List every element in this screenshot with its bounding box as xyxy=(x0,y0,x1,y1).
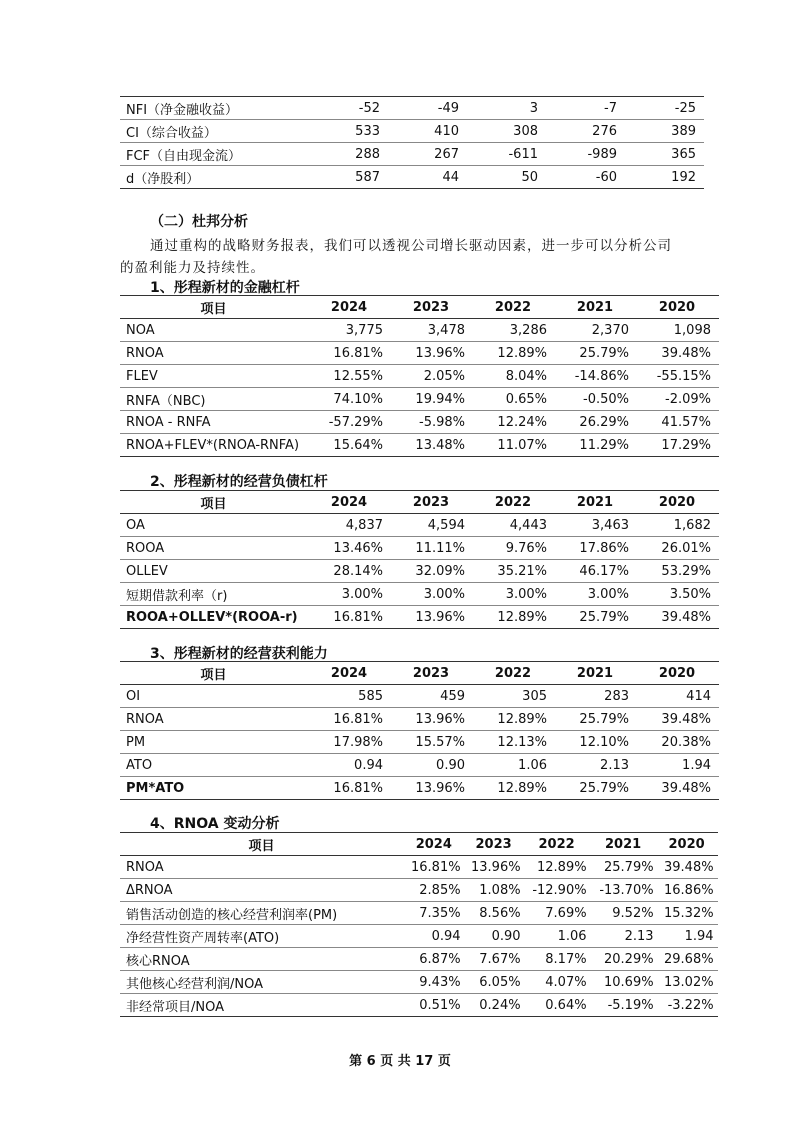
row-label: 净经营性资产周转率(ATO) xyxy=(120,925,405,948)
table-row xyxy=(120,97,704,120)
cell-value: 16.81% xyxy=(309,606,391,629)
row-label: ATO xyxy=(120,754,309,777)
operating-liability-leverage-table xyxy=(120,490,719,629)
table-row xyxy=(120,411,719,434)
table-row xyxy=(120,685,719,708)
header-year: 2022 xyxy=(473,491,555,514)
cell-value: 39.48% xyxy=(637,606,719,629)
cell-value: 4.07% xyxy=(525,971,591,994)
header-item: 项目 xyxy=(120,833,405,856)
row-label: PM*ATO xyxy=(120,777,309,800)
cell-value: 28.14% xyxy=(309,560,391,583)
header-year: 2020 xyxy=(637,491,719,514)
cell-value: 25.79% xyxy=(555,606,637,629)
paragraph-line: 通过重构的战略财务报表，我们可以透视公司增长驱动因素，进一步可以分析公司 xyxy=(150,238,672,254)
cell-value: 35.21% xyxy=(473,560,555,583)
cell-value: 13.96% xyxy=(465,856,525,879)
table-row xyxy=(120,560,719,583)
table-row xyxy=(120,120,704,143)
table-title: 1、彤程新材的金融杠杆 xyxy=(150,280,300,296)
cell-value: 3,775 xyxy=(309,319,391,342)
cell-value: 3.50% xyxy=(637,583,719,606)
table-row xyxy=(120,856,718,879)
table-row xyxy=(120,434,719,457)
table-row xyxy=(120,731,719,754)
cell-value: 16.81% xyxy=(309,777,391,800)
header-year: 2022 xyxy=(525,833,591,856)
cell-value: 0.90 xyxy=(465,925,525,948)
rnoa-change-table xyxy=(120,832,718,1017)
header-year: 2024 xyxy=(309,296,391,319)
cell-value: 1,682 xyxy=(637,514,719,537)
header-item: 项目 xyxy=(120,662,309,685)
header-year: 2023 xyxy=(391,491,473,514)
table-row xyxy=(120,342,719,365)
cell-value: 20.38% xyxy=(637,731,719,754)
cell-value: 9.76% xyxy=(473,537,555,560)
section-title: （二）杜邦分析 xyxy=(150,214,248,230)
cell-value: 533 xyxy=(309,120,388,143)
cell-value: 3 xyxy=(467,97,546,120)
cell-value: 1.06 xyxy=(525,925,591,948)
cell-value: 16.81% xyxy=(309,708,391,731)
cell-value: 0.51% xyxy=(405,994,465,1017)
row-label: 非经常项目/NOA xyxy=(120,994,405,1017)
row-label: RNOA xyxy=(120,708,309,731)
cell-value: 3.00% xyxy=(473,583,555,606)
table-header-row xyxy=(120,662,719,685)
cell-value: -14.86% xyxy=(555,365,637,388)
row-label: OA xyxy=(120,514,309,537)
cell-value: 12.89% xyxy=(473,708,555,731)
table-row xyxy=(120,143,704,166)
cell-value: -5.98% xyxy=(391,411,473,434)
cell-value: 13.96% xyxy=(391,606,473,629)
cell-value: 0.94 xyxy=(405,925,465,948)
table-title: 3、彤程新材的经营获利能力 xyxy=(150,646,328,662)
cell-value: 3.00% xyxy=(391,583,473,606)
header-year: 2023 xyxy=(391,296,473,319)
cell-value: 15.64% xyxy=(309,434,391,457)
cell-value: 39.48% xyxy=(637,777,719,800)
cell-value: 0.90 xyxy=(391,754,473,777)
row-label: NOA xyxy=(120,319,309,342)
cell-value: 12.24% xyxy=(473,411,555,434)
row-label: 核心RNOA xyxy=(120,948,405,971)
cell-value: 25.79% xyxy=(555,777,637,800)
cell-value: 46.17% xyxy=(555,560,637,583)
cell-value: -7 xyxy=(546,97,625,120)
cell-value: 1,098 xyxy=(637,319,719,342)
table-row xyxy=(120,925,718,948)
cell-value: 16.81% xyxy=(309,342,391,365)
cell-value: 44 xyxy=(388,166,467,189)
cell-value: 4,443 xyxy=(473,514,555,537)
cell-value: 17.29% xyxy=(637,434,719,457)
header-item: 项目 xyxy=(120,491,309,514)
cell-value: -12.90% xyxy=(525,879,591,902)
cell-value: 0.24% xyxy=(465,994,525,1017)
cell-value: 8.56% xyxy=(465,902,525,925)
row-label: ROOA+OLLEV*(ROOA-r) xyxy=(120,606,309,629)
cell-value: 11.07% xyxy=(473,434,555,457)
cell-value: 3.00% xyxy=(555,583,637,606)
cell-value: 267 xyxy=(388,143,467,166)
table-row xyxy=(120,971,718,994)
row-label: CI（综合收益） xyxy=(120,120,309,143)
cell-value: 26.29% xyxy=(555,411,637,434)
cell-value: 12.89% xyxy=(473,777,555,800)
header-year: 2023 xyxy=(465,833,525,856)
header-year: 2024 xyxy=(405,833,465,856)
table-row xyxy=(120,879,718,902)
cell-value: -2.09% xyxy=(637,388,719,411)
cell-value: -60 xyxy=(546,166,625,189)
cell-value: 39.48% xyxy=(658,856,718,879)
cell-value: 305 xyxy=(473,685,555,708)
cell-value: 389 xyxy=(625,120,704,143)
row-label: 短期借款利率（r) xyxy=(120,583,309,606)
cell-value: 12.89% xyxy=(525,856,591,879)
cell-value: 25.79% xyxy=(555,342,637,365)
table-header-row xyxy=(120,833,718,856)
cell-value: 414 xyxy=(637,685,719,708)
header-year: 2023 xyxy=(391,662,473,685)
table-header-row xyxy=(120,491,719,514)
header-year: 2021 xyxy=(555,296,637,319)
cell-value: 9.52% xyxy=(591,902,658,925)
cell-value: 29.68% xyxy=(658,948,718,971)
row-label: RNOA xyxy=(120,856,405,879)
cell-value: 276 xyxy=(546,120,625,143)
cell-value: 3.00% xyxy=(309,583,391,606)
row-label: RNOA - RNFA xyxy=(120,411,309,434)
table-row xyxy=(120,166,704,189)
row-label: RNOA+FLEV*(RNOA-RNFA) xyxy=(120,434,309,457)
cell-value: 2,370 xyxy=(555,319,637,342)
cell-value: 1.08% xyxy=(465,879,525,902)
page-footer: 第 6 页 共 17 页 xyxy=(349,1054,451,1069)
cell-value: 39.48% xyxy=(637,342,719,365)
cell-value: -0.50% xyxy=(555,388,637,411)
cell-value: 0.94 xyxy=(309,754,391,777)
row-label: RNFA（NBC) xyxy=(120,388,309,411)
cell-value: 12.55% xyxy=(309,365,391,388)
cell-value: 13.96% xyxy=(391,342,473,365)
cell-value: 13.48% xyxy=(391,434,473,457)
cell-value: 6.05% xyxy=(465,971,525,994)
cell-value: 585 xyxy=(309,685,391,708)
cashflow-summary-table xyxy=(120,96,704,189)
cell-value: -13.70% xyxy=(591,879,658,902)
cell-value: -611 xyxy=(467,143,546,166)
cell-value: 1.94 xyxy=(637,754,719,777)
row-label: 其他核心经营利润/NOA xyxy=(120,971,405,994)
cell-value: 0.65% xyxy=(473,388,555,411)
table-row xyxy=(120,948,718,971)
paragraph-line: 的盈利能力及持续性。 xyxy=(120,260,265,276)
table-row xyxy=(120,583,719,606)
row-label: d（净股利） xyxy=(120,166,309,189)
cell-value: 16.81% xyxy=(405,856,465,879)
table-header-row xyxy=(120,296,719,319)
cell-value: 9.43% xyxy=(405,971,465,994)
row-label: RNOA xyxy=(120,342,309,365)
cell-value: 19.94% xyxy=(391,388,473,411)
cell-value: 0.64% xyxy=(525,994,591,1017)
cell-value: 7.69% xyxy=(525,902,591,925)
cell-value: 26.01% xyxy=(637,537,719,560)
table-row xyxy=(120,319,719,342)
table-title: 2、彤程新材的经营负债杠杆 xyxy=(150,474,328,490)
cell-value: -989 xyxy=(546,143,625,166)
cell-value: 25.79% xyxy=(555,708,637,731)
table-title: 4、RNOA 变动分析 xyxy=(150,816,280,832)
row-label: 销售活动创造的核心经营利润率(PM) xyxy=(120,902,405,925)
cell-value: 53.29% xyxy=(637,560,719,583)
cell-value: 13.02% xyxy=(658,971,718,994)
header-year: 2020 xyxy=(637,296,719,319)
cell-value: 283 xyxy=(555,685,637,708)
cell-value: -52 xyxy=(309,97,388,120)
cell-value: 2.85% xyxy=(405,879,465,902)
header-year: 2022 xyxy=(473,662,555,685)
header-year: 2021 xyxy=(591,833,658,856)
cell-value: 2.05% xyxy=(391,365,473,388)
cell-value: 8.04% xyxy=(473,365,555,388)
cell-value: -5.19% xyxy=(591,994,658,1017)
cell-value: 17.98% xyxy=(309,731,391,754)
header-year: 2022 xyxy=(473,296,555,319)
table-row xyxy=(120,537,719,560)
header-year: 2024 xyxy=(309,662,391,685)
cell-value: 11.29% xyxy=(555,434,637,457)
cell-value: 50 xyxy=(467,166,546,189)
cell-value: 3,463 xyxy=(555,514,637,537)
cell-value: 39.48% xyxy=(637,708,719,731)
cell-value: 32.09% xyxy=(391,560,473,583)
cell-value: 17.86% xyxy=(555,537,637,560)
table-row xyxy=(120,777,719,800)
cell-value: 1.06 xyxy=(473,754,555,777)
cell-value: 13.96% xyxy=(391,708,473,731)
cell-value: 41.57% xyxy=(637,411,719,434)
table-row xyxy=(120,388,719,411)
row-label: OI xyxy=(120,685,309,708)
cell-value: 6.87% xyxy=(405,948,465,971)
cell-value: -49 xyxy=(388,97,467,120)
table-row xyxy=(120,994,718,1017)
header-year: 2024 xyxy=(309,491,391,514)
financial-leverage-table xyxy=(120,295,719,457)
operating-profitability-table xyxy=(120,661,719,800)
row-label: OLLEV xyxy=(120,560,309,583)
header-year: 2020 xyxy=(637,662,719,685)
cell-value: 10.69% xyxy=(591,971,658,994)
header-year: 2021 xyxy=(555,491,637,514)
table-row xyxy=(120,708,719,731)
table-row xyxy=(120,902,718,925)
cell-value: 13.46% xyxy=(309,537,391,560)
cell-value: -3.22% xyxy=(658,994,718,1017)
cell-value: 15.57% xyxy=(391,731,473,754)
cell-value: 4,837 xyxy=(309,514,391,537)
row-label: ROOA xyxy=(120,537,309,560)
cell-value: 12.89% xyxy=(473,606,555,629)
table-row xyxy=(120,754,719,777)
cell-value: 2.13 xyxy=(555,754,637,777)
cell-value: 308 xyxy=(467,120,546,143)
cell-value: 8.17% xyxy=(525,948,591,971)
header-year: 2021 xyxy=(555,662,637,685)
cell-value: 16.86% xyxy=(658,879,718,902)
cell-value: 365 xyxy=(625,143,704,166)
cell-value: 3,478 xyxy=(391,319,473,342)
cell-value: 459 xyxy=(391,685,473,708)
header-item: 项目 xyxy=(120,296,309,319)
table-row xyxy=(120,365,719,388)
cell-value: 7.67% xyxy=(465,948,525,971)
cell-value: 20.29% xyxy=(591,948,658,971)
cell-value: 12.10% xyxy=(555,731,637,754)
cell-value: 587 xyxy=(309,166,388,189)
row-label: NFI（净金融收益） xyxy=(120,97,309,120)
cell-value: 1.94 xyxy=(658,925,718,948)
cell-value: 13.96% xyxy=(391,777,473,800)
table-row xyxy=(120,514,719,537)
cell-value: 11.11% xyxy=(391,537,473,560)
table-row xyxy=(120,606,719,629)
row-label: FCF（自由现金流） xyxy=(120,143,309,166)
cell-value: 7.35% xyxy=(405,902,465,925)
cell-value: 3,286 xyxy=(473,319,555,342)
cell-value: -55.15% xyxy=(637,365,719,388)
cell-value: 15.32% xyxy=(658,902,718,925)
row-label: ΔRNOA xyxy=(120,879,405,902)
cell-value: 12.89% xyxy=(473,342,555,365)
cell-value: -57.29% xyxy=(309,411,391,434)
cell-value: 288 xyxy=(309,143,388,166)
header-year: 2020 xyxy=(658,833,718,856)
cell-value: 4,594 xyxy=(391,514,473,537)
cell-value: 74.10% xyxy=(309,388,391,411)
cell-value: 410 xyxy=(388,120,467,143)
cell-value: -25 xyxy=(625,97,704,120)
cell-value: 25.79% xyxy=(591,856,658,879)
cell-value: 12.13% xyxy=(473,731,555,754)
row-label: FLEV xyxy=(120,365,309,388)
cell-value: 192 xyxy=(625,166,704,189)
cell-value: 2.13 xyxy=(591,925,658,948)
row-label: PM xyxy=(120,731,309,754)
